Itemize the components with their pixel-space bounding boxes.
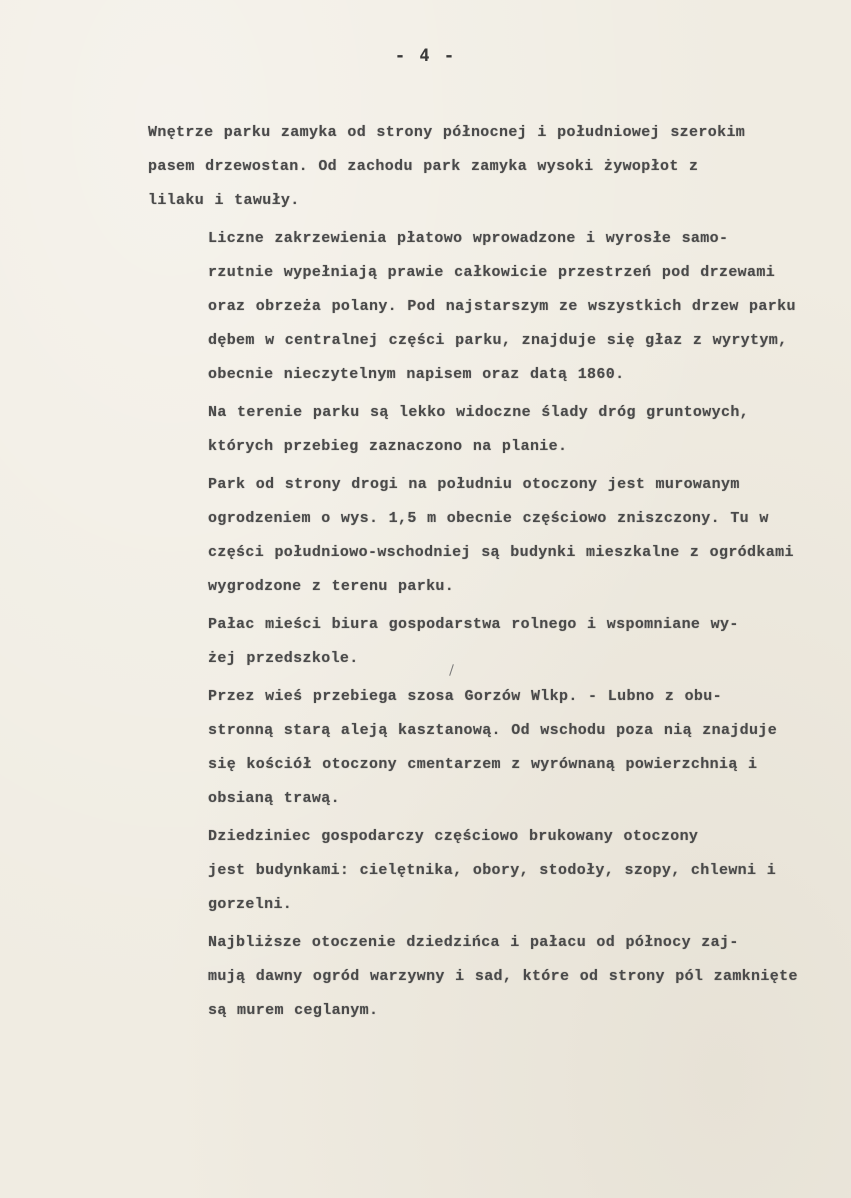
paragraph-farmyard — [148, 820, 823, 922]
paragraph-surroundings — [148, 926, 823, 1028]
paragraph-palace — [148, 608, 823, 676]
text-line: rzutnie wypełniają prawie całkowicie przestrzeń pod drzewami — [208, 264, 776, 281]
text-line: oraz obrzeża polany. Pod najstarszym ze wszystkich drzew parku — [208, 298, 796, 315]
text-line: Wnętrze parku zamyka od strony północnej i południowej szerokim — [148, 124, 746, 141]
text-line: gorzelni. — [208, 896, 293, 913]
document-body — [148, 116, 823, 1032]
paragraph-paths — [148, 396, 823, 464]
text-line: mują dawny ogród warzywny i sad, które od strony pól zamknięte — [208, 968, 798, 985]
text-line: obecnie nieczytelnym napisem oraz datą 1860. — [208, 366, 625, 383]
text-line: lilaku i tawuły. — [148, 192, 300, 209]
text-line: wygrodzone z terenu parku. — [208, 578, 455, 595]
text-line: Park od strony drogi na południu otoczony jest murowanym — [208, 476, 740, 493]
text-line: jest budynkami: cielętnika, obory, stodoły, szopy, chlewni i — [208, 862, 777, 879]
text-line: Przez wieś przebiega szosa Gorzów Wlkp. - Lubno z obu- — [208, 688, 722, 705]
paragraph-park-interior — [148, 116, 823, 218]
text-line: pasem drzewostan. Od zachodu park zamyka wysoki żywopłot z — [148, 158, 699, 175]
paragraph-road — [148, 680, 823, 816]
text-line: Liczne zakrzewienia płatowo wprowadzone i wyrosłe samo- — [208, 230, 729, 247]
text-line: Na terenie parku są lekko widoczne ślady dróg gruntowych, — [208, 404, 750, 421]
paragraph-shrubs — [148, 222, 823, 392]
text-line: są murem ceglanym. — [208, 1002, 379, 1019]
text-line: części południowo-wschodniej są budynki mieszkalne z ogródkami — [208, 544, 794, 561]
text-line: się kościół otoczony cmentarzem z wyrównaną powierzchnią i — [208, 756, 758, 773]
text-line: ogrodzeniem o wys. 1,5 m obecnie częściowo zniszczony. Tu w — [208, 510, 769, 527]
paragraph-fence — [148, 468, 823, 604]
page-number: - 4 - — [394, 46, 457, 66]
text-line: obsianą trawą. — [208, 790, 340, 807]
text-line: Najbliższe otoczenie dziedzińca i pałacu od północy zaj- — [208, 934, 739, 951]
text-line: żej przedszkole. — [208, 650, 359, 667]
text-line: których przebieg zaznaczono na planie. — [208, 438, 568, 455]
text-line: dębem w centralnej części parku, znajduje się głaz z wyrytym, — [208, 332, 788, 349]
text-line: stronną starą aleją kasztanową. Od wschodu poza nią znajduje — [208, 722, 778, 739]
text-line: Dziedziniec gospodarczy częściowo brukowany otoczony — [208, 828, 699, 845]
text-line: Pałac mieści biura gospodarstwa rolnego i wspomniane wy- — [208, 616, 739, 633]
